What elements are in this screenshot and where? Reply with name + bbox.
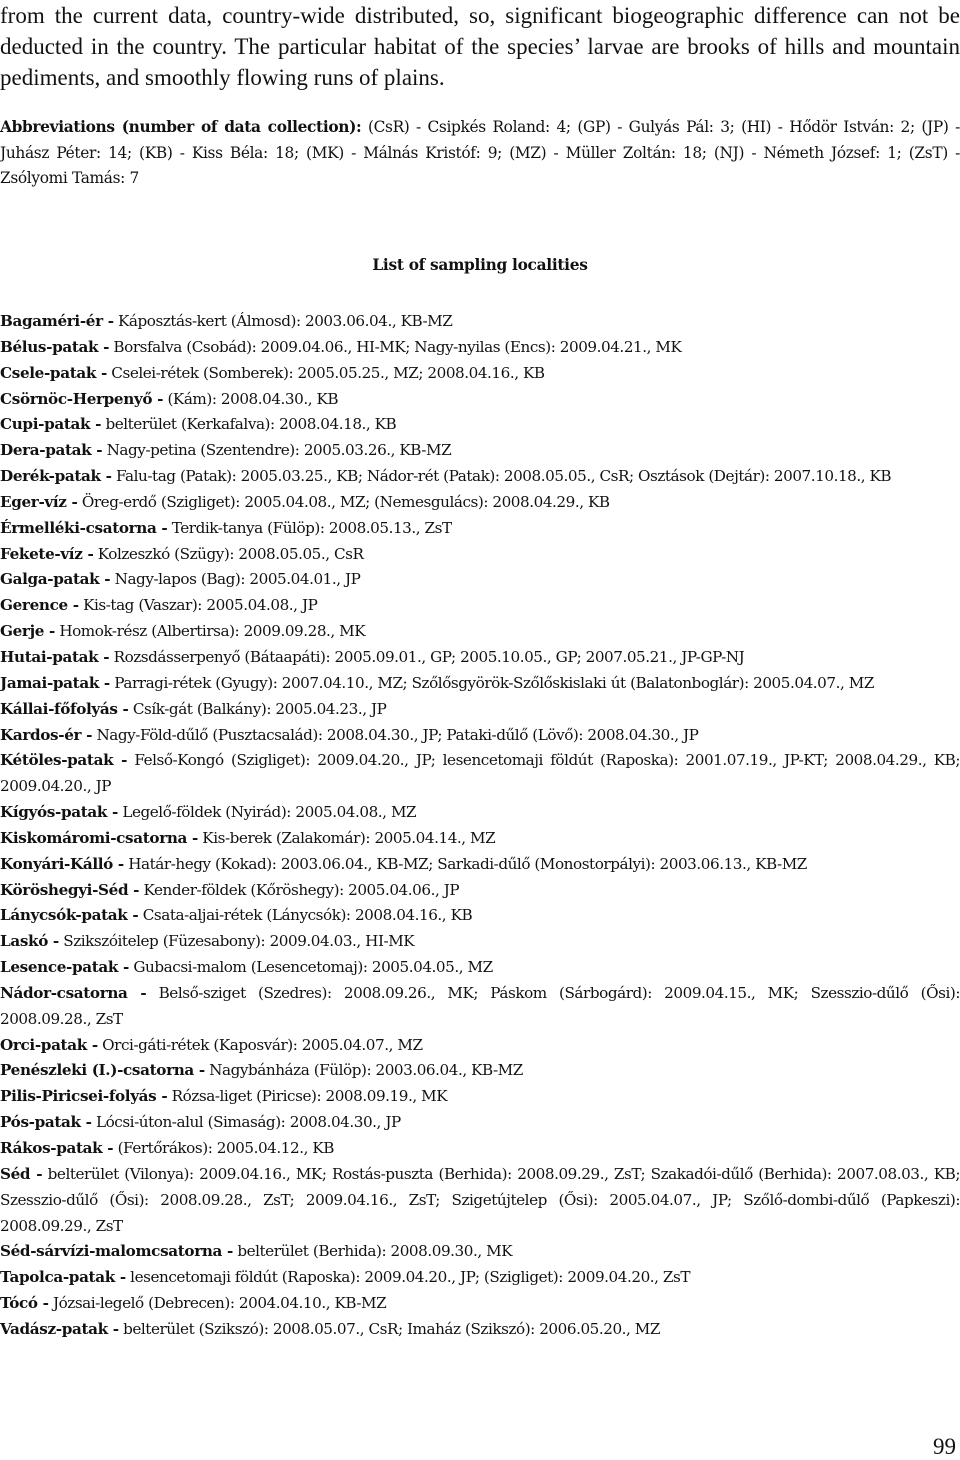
locality-entry bbox=[0, 1110, 960, 1136]
locality-entry bbox=[0, 671, 960, 697]
locality-details: (Kám): 2008.04.30., KB bbox=[163, 389, 339, 408]
locality-stream-name: Lánycsók-patak - bbox=[0, 906, 139, 925]
list-heading: List of sampling localities bbox=[372, 256, 588, 274]
abbreviations-text: (CsR) - Csipkés Roland: 4; (GP) - Gulyás Pál: 3; (HI) - Hődör István: 2; (JP) - Juhász Péter: 14; (KB) - Kiss Béla: 18; (MK) - Málnás Kristóf: 9; (MZ) - Müller Zoltán: 18; (NJ) - Németh József: 1; (ZsT) - Zsólyomi Tamás: 7 bbox=[0, 118, 960, 187]
locality-details: Felső-Kongó (Szigliget): 2009.04.20., JP; lesencetomaji földút (Raposka): 2001.07.19., JP-KT; 2008.04.29., KB; 2009.04.20., JP bbox=[0, 751, 960, 796]
localities-list bbox=[0, 309, 960, 1343]
locality-entry bbox=[0, 1291, 960, 1317]
locality-details: Orci-gáti-rétek (Kaposvár): 2005.04.07., MZ bbox=[97, 1035, 423, 1054]
locality-details: Káposztás-kert (Álmosd): 2003.06.04., KB-MZ bbox=[113, 312, 453, 330]
locality-stream-name: Cupi-patak - bbox=[0, 415, 102, 434]
locality-stream-name: Derék-patak - bbox=[0, 467, 112, 486]
locality-entry bbox=[0, 800, 960, 826]
locality-stream-name: Lesence-patak - bbox=[0, 958, 129, 977]
locality-stream-name: Gerence - bbox=[0, 596, 79, 615]
locality-entry bbox=[0, 567, 960, 593]
locality-entry bbox=[0, 1265, 960, 1291]
locality-entry bbox=[0, 852, 960, 878]
abbreviations-lead: Abbreviations (number of data collection): bbox=[0, 118, 362, 136]
locality-entry bbox=[0, 878, 960, 904]
locality-stream-name: Csele-patak - bbox=[0, 363, 107, 382]
locality-details: lesencetomaji földút (Raposka): 2009.04.20., JP; (Szigliget): 2009.04.20., ZsT bbox=[125, 1268, 691, 1287]
locality-stream-name: Pós-patak - bbox=[0, 1113, 92, 1132]
locality-entry bbox=[0, 361, 960, 387]
locality-entry bbox=[0, 1058, 960, 1084]
locality-entry bbox=[0, 981, 960, 1033]
locality-details: Öreg-erdő (Szigliget): 2005.04.08., MZ; (Nemesgulács): 2008.04.29., KB bbox=[77, 492, 610, 511]
locality-details: Józsai-legelő (Debrecen): 2004.04.10., KB-MZ bbox=[48, 1294, 387, 1313]
locality-entry bbox=[0, 593, 960, 619]
locality-entry bbox=[0, 826, 960, 852]
locality-stream-name: Köröshegyi-Séd - bbox=[0, 880, 140, 899]
locality-details: belterület (Kerkafalva): 2008.04.18., KB bbox=[101, 415, 397, 434]
locality-stream-name: Hutai-patak - bbox=[0, 647, 110, 666]
locality-stream-name: Konyári-Kálló - bbox=[0, 854, 124, 873]
locality-stream-name: Tapolca-patak - bbox=[0, 1268, 126, 1287]
locality-stream-name: Bagaméri-ér - bbox=[0, 312, 114, 330]
locality-details: belterület (Berhida): 2008.09.30., MK bbox=[232, 1242, 513, 1261]
locality-stream-name: Séd-sárvízi-malomcsatorna - bbox=[0, 1242, 233, 1261]
locality-details: Belső-sziget (Szedres): 2008.09.26., MK; Páskom (Sárbogárd): 2009.04.15., MK; Szesszio-dűlő (Ősi): 2008.09.28., ZsT bbox=[0, 983, 960, 1028]
locality-details: Kolzeszkó (Szügy): 2008.05.05., CsR bbox=[93, 544, 364, 563]
abbreviations-paragraph bbox=[0, 115, 960, 192]
locality-stream-name: Orci-patak - bbox=[0, 1035, 98, 1054]
locality-details: Lócsi-úton-alul (Simaság): 2008.04.30., JP bbox=[91, 1113, 401, 1132]
locality-details: Kis-tag (Vaszar): 2005.04.08., JP bbox=[78, 596, 318, 615]
locality-entry bbox=[0, 1136, 960, 1162]
locality-details: Gubacsi-malom (Lesencetomaj): 2005.04.05., MZ bbox=[129, 958, 493, 977]
locality-stream-name: Kiskomáromi-csatorna - bbox=[0, 828, 198, 847]
locality-stream-name: Gerje - bbox=[0, 622, 55, 641]
locality-details: (Fertőrákos): 2005.04.12., KB bbox=[113, 1139, 334, 1157]
intro-paragraph: from the current data, country-wide distributed, so, significant biogeographic difference can not be deducted in the country. The particular habitat of the species’ larvae are brooks of hills and mountain pediments, and smoothly flowing runs of plains. bbox=[0, 3, 960, 90]
locality-details: Terdik-tanya (Fülöp): 2008.05.13., ZsT bbox=[167, 518, 452, 537]
locality-entry bbox=[0, 335, 960, 361]
locality-details: Falu-tag (Patak): 2005.03.25., KB; Nádor-rét (Patak): 2008.05.05., CsR; Osztások (Dejtár): 2007.10.18., KB bbox=[111, 467, 892, 486]
locality-stream-name: Nádor-csatorna - bbox=[0, 983, 147, 1002]
locality-stream-name: Laskó - bbox=[0, 932, 59, 951]
locality-entry bbox=[0, 309, 960, 335]
locality-details: Cselei-rétek (Somberek): 2005.05.25., MZ; 2008.04.16., KB bbox=[106, 363, 545, 382]
locality-stream-name: Érmelléki-csatorna - bbox=[0, 518, 168, 537]
locality-entry bbox=[0, 438, 960, 464]
locality-entry bbox=[0, 1084, 960, 1110]
locality-entry bbox=[0, 619, 960, 645]
locality-stream-name: Kállai-főfolyás - bbox=[0, 699, 129, 718]
locality-stream-name: Penészleki (I.)-csatorna - bbox=[0, 1061, 205, 1080]
locality-details: Borsfalva (Csobád): 2009.04.06., HI-MK; Nagy-nyilas (Encs): 2009.04.21., MK bbox=[109, 337, 682, 356]
locality-details: belterület (Vilonya): 2009.04.16., MK; Rostás-puszta (Berhida): 2008.09.29., ZsT; Szakadói-dűlő (Berhida): 2007.08.03., KB; Szesszio-dűlő (Ősi): 2008.09.28., ZsT; 2009.04.16., ZsT; Szigetújtelep (Ősi): 2005.04.07., JP; Szőlő-dombi-dűlő (Papkeszi): 2008.09.29., ZsT bbox=[0, 1164, 960, 1235]
locality-details: Nagy-Föld-dűlő (Pusztacsalád): 2008.04.30., JP; Pataki-dűlő (Lövő): 2008.04.30., JP bbox=[92, 725, 699, 744]
locality-entry bbox=[0, 697, 960, 723]
locality-stream-name: Galga-patak - bbox=[0, 570, 111, 589]
locality-stream-name: Kétöles-patak - bbox=[0, 751, 128, 770]
locality-entry bbox=[0, 748, 960, 800]
locality-stream-name: Fekete-víz - bbox=[0, 544, 94, 563]
locality-details: Szikszóitelep (Füzesabony): 2009.04.03., HI-MK bbox=[58, 932, 415, 951]
locality-entry bbox=[0, 387, 960, 413]
locality-details: belterület (Szikszó): 2008.05.07., CsR; Imaház (Szikszó): 2006.05.20., MZ bbox=[118, 1319, 661, 1338]
locality-entry bbox=[0, 903, 960, 929]
locality-stream-name: Jamai-patak - bbox=[0, 673, 110, 692]
locality-stream-name: Vadász-patak - bbox=[0, 1319, 119, 1338]
locality-details: Nagybánháza (Fülöp): 2003.06.04., KB-MZ bbox=[204, 1061, 523, 1080]
locality-entry bbox=[0, 490, 960, 516]
locality-entry bbox=[0, 412, 960, 438]
locality-entry bbox=[0, 1162, 960, 1240]
locality-stream-name: Rákos-patak - bbox=[0, 1139, 114, 1157]
locality-details: Rozsdásserpenyő (Bátaapáti): 2005.09.01., GP; 2005.10.05., GP; 2007.05.21., JP-GP-NJ bbox=[109, 647, 745, 666]
locality-stream-name: Séd - bbox=[0, 1164, 43, 1183]
locality-entry bbox=[0, 1317, 960, 1343]
locality-details: Kender-földek (Kőröshegy): 2005.04.06., JP bbox=[139, 880, 460, 899]
locality-entry bbox=[0, 955, 960, 981]
locality-entry bbox=[0, 929, 960, 955]
locality-stream-name: Pilis-Piricsei-folyás - bbox=[0, 1087, 168, 1106]
locality-entry bbox=[0, 516, 960, 542]
locality-details: Rózsa-liget (Piricse): 2008.09.19., MK bbox=[167, 1087, 448, 1106]
locality-entry bbox=[0, 542, 960, 568]
locality-details: Homok-rész (Albertirsa): 2009.09.28., MK bbox=[54, 622, 366, 641]
locality-details: Parragi-rétek (Gyugy): 2007.04.10., MZ; Szőlősgyörök-Szőlőskislaki út (Balatonboglár): 2005.04.07., MZ bbox=[109, 673, 874, 692]
locality-entry bbox=[0, 464, 960, 490]
locality-entry bbox=[0, 1033, 960, 1059]
locality-entry bbox=[0, 1239, 960, 1265]
page-number: 99 bbox=[933, 1434, 956, 1459]
locality-stream-name: Csörnöc-Herpenyő - bbox=[0, 389, 164, 408]
locality-stream-name: Eger-víz - bbox=[0, 492, 78, 511]
locality-details: Csata-aljai-rétek (Lánycsók): 2008.04.16., KB bbox=[138, 906, 473, 925]
locality-stream-name: Kígyós-patak - bbox=[0, 803, 118, 822]
locality-details: Nagy-petina (Szentendre): 2005.03.26., KB-MZ bbox=[102, 441, 452, 460]
locality-details: Határ-hegy (Kokad): 2003.06.04., KB-MZ; Sarkadi-dűlő (Monostorpályi): 2003.06.13., KB-MZ bbox=[123, 854, 807, 873]
locality-details: Legelő-földek (Nyirád): 2005.04.08., MZ bbox=[117, 803, 417, 822]
locality-stream-name: Kardos-ér - bbox=[0, 725, 93, 744]
locality-entry bbox=[0, 645, 960, 671]
locality-stream-name: Tócó - bbox=[0, 1294, 49, 1313]
locality-details: Kis-berek (Zalakomár): 2005.04.14., MZ bbox=[197, 828, 496, 847]
locality-entry bbox=[0, 723, 960, 749]
locality-details: Csík-gát (Balkány): 2005.04.23., JP bbox=[128, 699, 387, 718]
locality-stream-name: Bélus-patak - bbox=[0, 337, 110, 356]
locality-details: Nagy-lapos (Bag): 2005.04.01., JP bbox=[110, 570, 361, 589]
locality-stream-name: Dera-patak - bbox=[0, 441, 103, 460]
